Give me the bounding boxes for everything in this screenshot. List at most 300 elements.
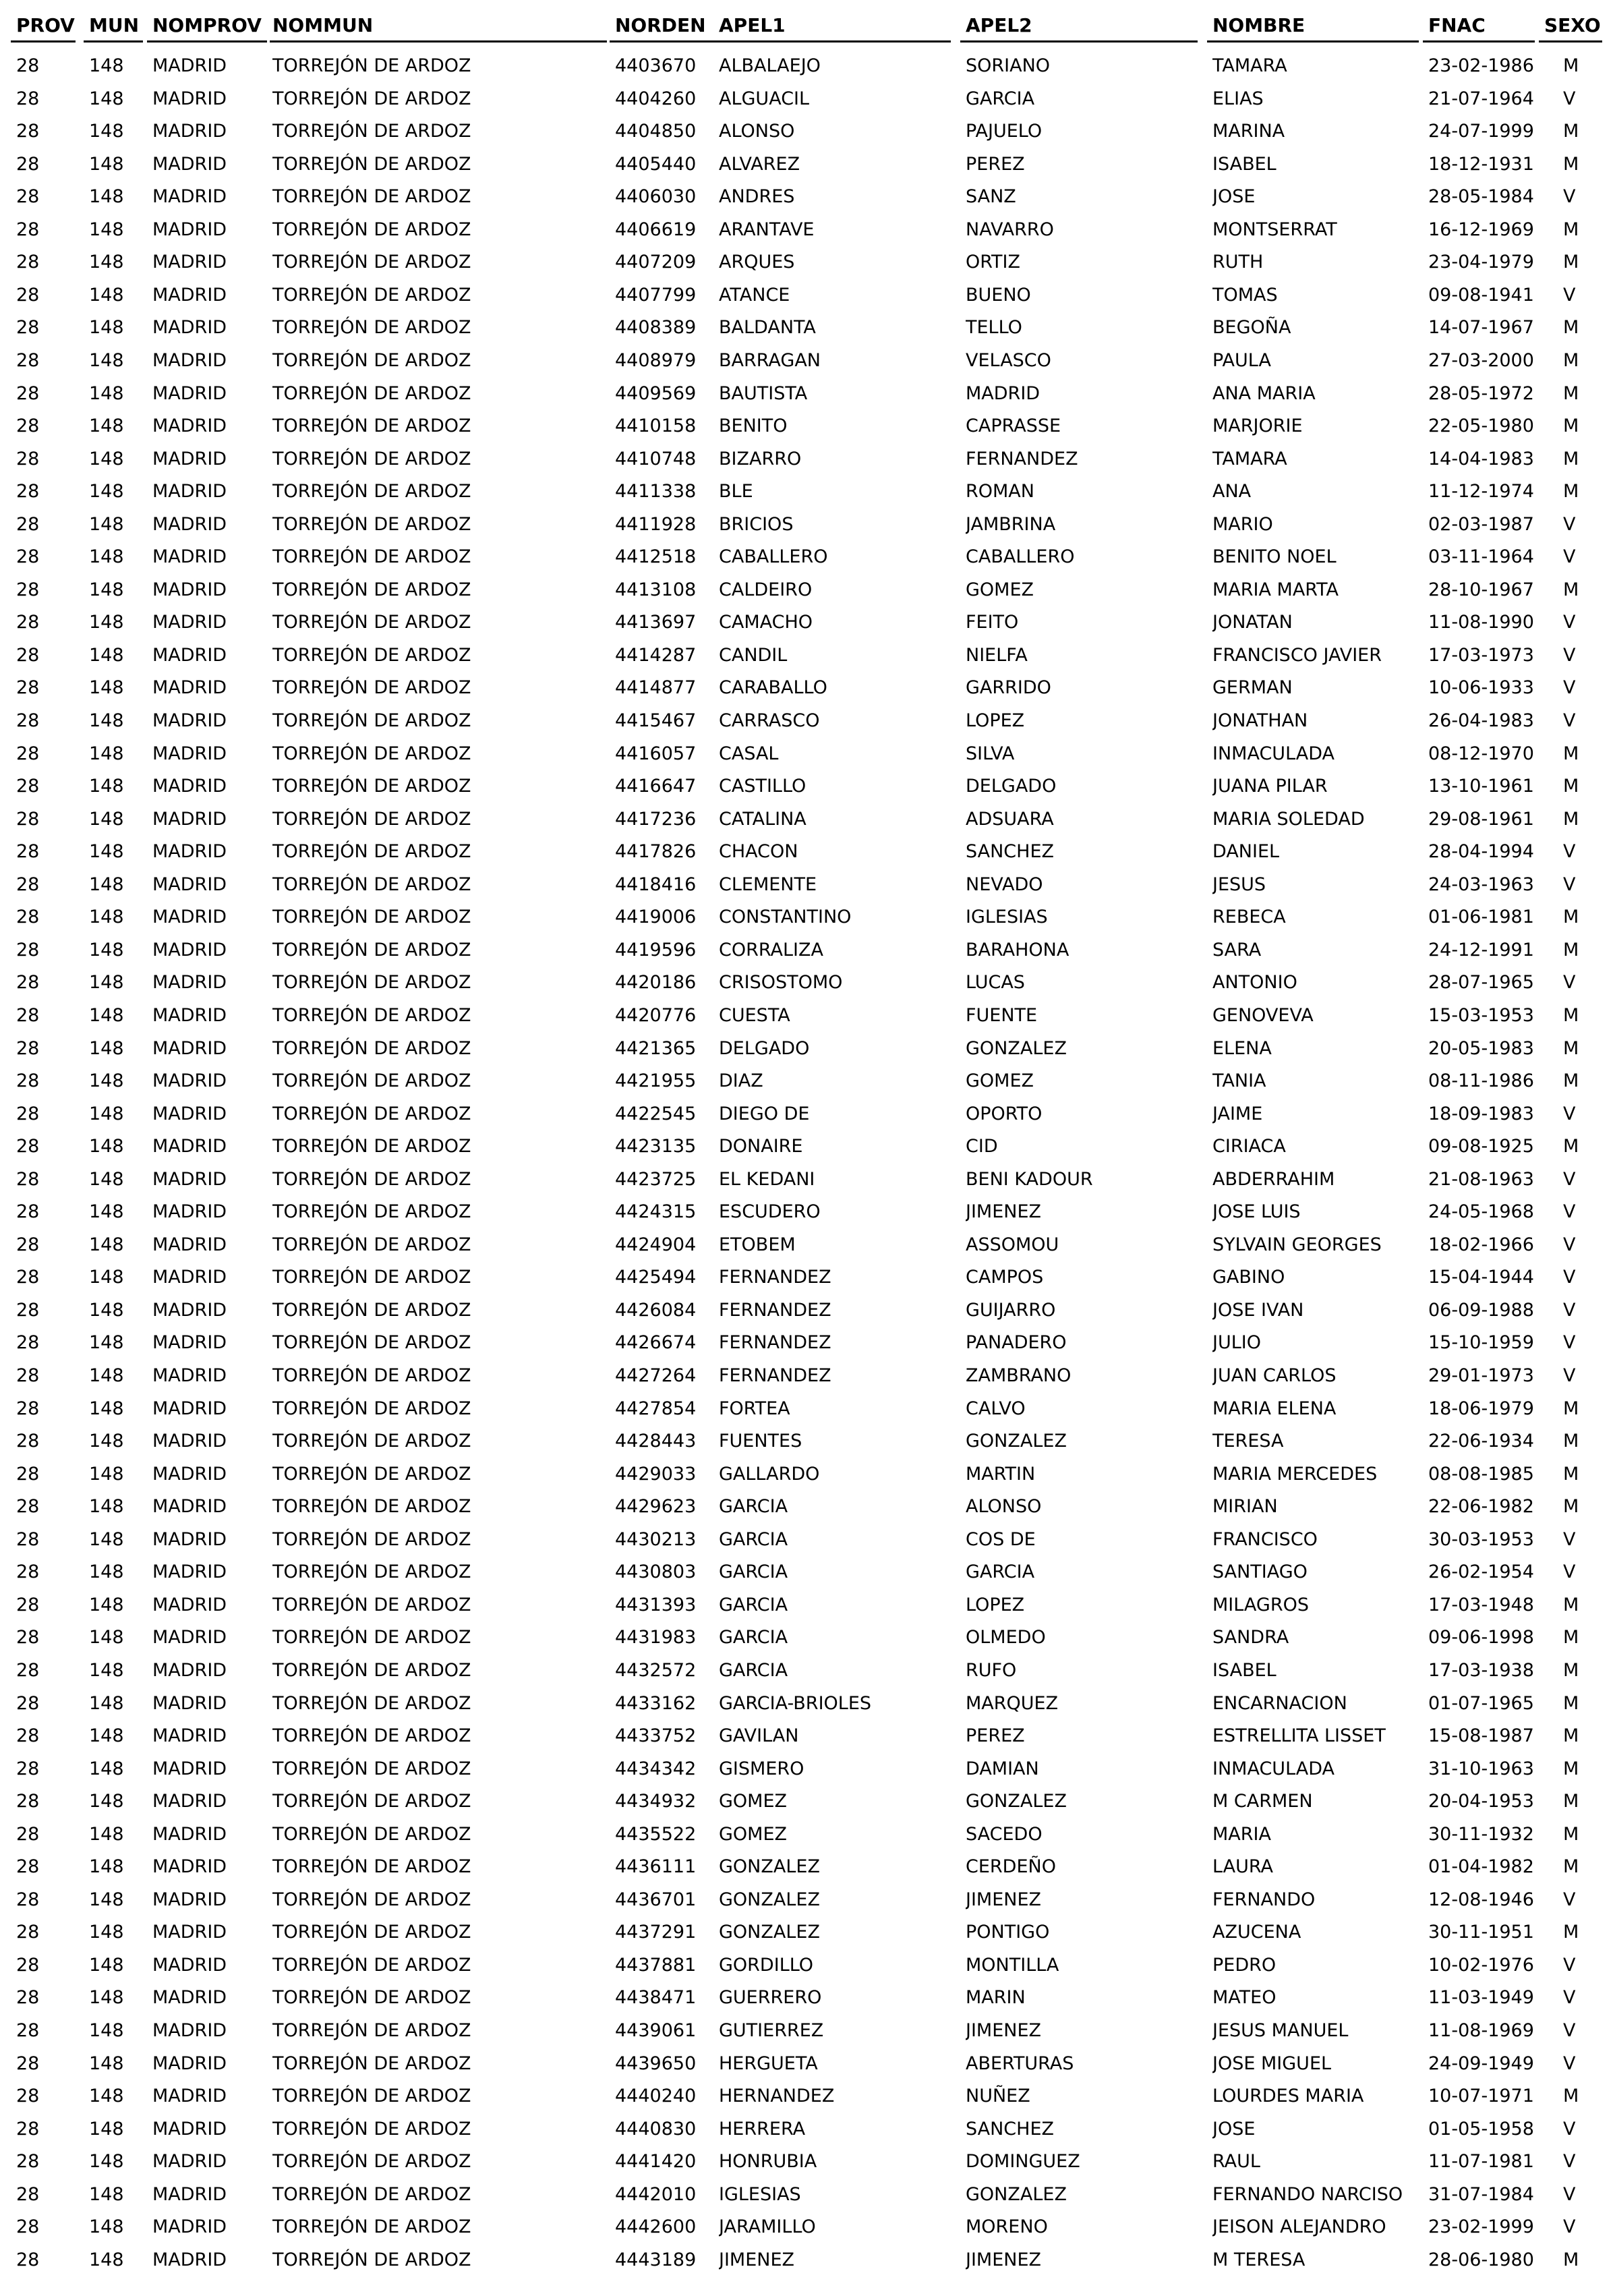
table-row: [0, 2015, 1613, 2048]
cell-fnac: 13-10-1961: [1428, 776, 1534, 797]
cell-apel1: ATANCE: [719, 284, 790, 306]
cell-mun: 148: [89, 612, 124, 633]
cell-nombre: JESUS: [1212, 873, 1266, 895]
cell-prov: 28: [16, 743, 40, 764]
cell-nomprov: MADRID: [152, 1267, 227, 1288]
cell-nomprov: MADRID: [152, 644, 227, 666]
cell-nombre: SANTIAGO: [1212, 1561, 1308, 1583]
table-row: [0, 509, 1613, 542]
cell-fnac: 10-02-1976: [1428, 1954, 1534, 1976]
cell-mun: 148: [89, 219, 124, 240]
cell-nommun: TORREJÓN DE ARDOZ: [272, 1987, 471, 2009]
cell-norden: 4421955: [615, 1070, 697, 1092]
cell-nomprov: MADRID: [152, 1791, 227, 1812]
cell-sexo: M: [1563, 1725, 1579, 1747]
table-row: [0, 83, 1613, 116]
cell-nommun: TORREJÓN DE ARDOZ: [272, 1823, 471, 1845]
cell-sexo: M: [1563, 1823, 1579, 1845]
cell-fnac: 10-07-1971: [1428, 2086, 1534, 2107]
cell-apel1: JARAMILLO: [719, 2216, 816, 2238]
cell-prov: 28: [16, 55, 40, 76]
cell-nombre: FRANCISCO: [1212, 1528, 1318, 1550]
cell-apel1: GARCIA: [719, 1627, 788, 1648]
cell-norden: 4425494: [615, 1267, 697, 1288]
cell-norden: 4434342: [615, 1758, 697, 1779]
cell-prov: 28: [16, 153, 40, 175]
cell-apel1: ARQUES: [719, 252, 795, 273]
table-row: [0, 1229, 1613, 1262]
cell-prov: 28: [16, 1823, 40, 1845]
cell-apel2: PONTIGO: [966, 1922, 1050, 1943]
cell-apel1: GOMEZ: [719, 1791, 788, 1812]
cell-sexo: M: [1563, 1070, 1579, 1092]
table-row: [0, 1851, 1613, 1884]
cell-nommun: TORREJÓN DE ARDOZ: [272, 1267, 471, 1288]
table-row: [0, 639, 1613, 672]
cell-apel1: ETOBEM: [719, 1234, 796, 1255]
cell-sexo: M: [1563, 579, 1579, 600]
cell-nomprov: MADRID: [152, 1365, 227, 1386]
cell-apel2: LUCAS: [966, 972, 1025, 994]
cell-mun: 148: [89, 1856, 124, 1878]
cell-norden: 4404850: [615, 121, 697, 142]
cell-nombre: BENITO NOEL: [1212, 546, 1337, 568]
cell-sexo: M: [1563, 1037, 1579, 1059]
cell-prov: 28: [16, 1725, 40, 1747]
cell-sexo: V: [1563, 88, 1576, 109]
cell-nommun: TORREJÓN DE ARDOZ: [272, 743, 471, 764]
cell-sexo: M: [1563, 481, 1579, 503]
cell-sexo: M: [1563, 743, 1579, 764]
cell-prov: 28: [16, 2216, 40, 2238]
cell-sexo: M: [1563, 153, 1579, 175]
cell-nommun: TORREJÓN DE ARDOZ: [272, 1431, 471, 1452]
cell-nommun: TORREJÓN DE ARDOZ: [272, 1299, 471, 1321]
cell-sexo: V: [1563, 284, 1576, 306]
cell-nommun: TORREJÓN DE ARDOZ: [272, 121, 471, 142]
cell-fnac: 01-07-1965: [1428, 1692, 1534, 1714]
cell-apel2: MARIN: [966, 1987, 1026, 2009]
cell-nommun: TORREJÓN DE ARDOZ: [272, 1627, 471, 1648]
cell-nommun: TORREJÓN DE ARDOZ: [272, 1136, 471, 1157]
table-row: [0, 901, 1613, 934]
header-underline-nombre: [1207, 40, 1419, 42]
cell-nombre: MARJORIE: [1212, 415, 1303, 437]
cell-norden: 4422545: [615, 1103, 697, 1124]
header-nombre: NOMBRE: [1212, 14, 1306, 36]
cell-prov: 28: [16, 546, 40, 568]
cell-apel2: JIMENEZ: [966, 2020, 1042, 2041]
cell-nombre: FERNANDO NARCISO: [1212, 2183, 1403, 2205]
cell-fnac: 22-06-1934: [1428, 1431, 1534, 1452]
table-row: [0, 1949, 1613, 1982]
cell-nomprov: MADRID: [152, 1168, 227, 1190]
cell-nomprov: MADRID: [152, 546, 227, 568]
cell-mun: 148: [89, 579, 124, 600]
cell-apel1: GUERRERO: [719, 1987, 822, 2009]
cell-apel2: GARRIDO: [966, 677, 1051, 699]
table-row: [0, 606, 1613, 639]
cell-apel1: ALGUACIL: [719, 88, 810, 109]
cell-nommun: TORREJÓN DE ARDOZ: [272, 1070, 471, 1092]
cell-mun: 148: [89, 1692, 124, 1714]
cell-fnac: 15-03-1953: [1428, 1004, 1534, 1026]
cell-nombre: SANDRA: [1212, 1627, 1289, 1648]
cell-nombre: PEDRO: [1212, 1954, 1277, 1976]
cell-fnac: 10-06-1933: [1428, 677, 1534, 699]
cell-norden: 4430803: [615, 1561, 697, 1583]
cell-apel1: HERRERA: [719, 2118, 806, 2140]
table-row: [0, 1294, 1613, 1327]
cell-nomprov: MADRID: [152, 1201, 227, 1223]
cell-norden: 4436111: [615, 1856, 697, 1878]
cell-sexo: V: [1563, 710, 1576, 731]
cell-nommun: TORREJÓN DE ARDOZ: [272, 1889, 471, 1910]
cell-mun: 148: [89, 1398, 124, 1419]
table-row: [0, 2244, 1613, 2277]
table-row: [0, 869, 1613, 902]
cell-mun: 148: [89, 1136, 124, 1157]
cell-apel1: ARANTAVE: [719, 219, 815, 240]
table-row: [0, 574, 1613, 607]
cell-norden: 4432572: [615, 1659, 697, 1681]
cell-prov: 28: [16, 776, 40, 797]
cell-nombre: MARIA: [1212, 1823, 1271, 1845]
cell-norden: 4430213: [615, 1528, 697, 1550]
header-norden: NORDEN: [615, 14, 706, 36]
cell-mun: 148: [89, 1267, 124, 1288]
cell-norden: 4436701: [615, 1889, 697, 1910]
cell-prov: 28: [16, 1791, 40, 1812]
cell-apel2: CAMPOS: [966, 1267, 1044, 1288]
cell-apel1: ALBALAEJO: [719, 55, 821, 76]
table-row: [0, 1130, 1613, 1164]
cell-mun: 148: [89, 448, 124, 469]
cell-nommun: TORREJÓN DE ARDOZ: [272, 677, 471, 699]
cell-fnac: 06-09-1988: [1428, 1299, 1534, 1321]
cell-nommun: TORREJÓN DE ARDOZ: [272, 907, 471, 928]
cell-mun: 148: [89, 2118, 124, 2140]
cell-norden: 4417236: [615, 808, 697, 830]
cell-norden: 4413697: [615, 612, 697, 633]
cell-nommun: TORREJÓN DE ARDOZ: [272, 1168, 471, 1190]
cell-nombre: JAIME: [1212, 1103, 1263, 1124]
cell-nomprov: MADRID: [152, 88, 227, 109]
table-row: [0, 181, 1613, 214]
cell-nommun: TORREJÓN DE ARDOZ: [272, 317, 471, 339]
cell-apel1: GONZALEZ: [719, 1889, 820, 1910]
cell-norden: 4414287: [615, 644, 697, 666]
cell-norden: 4415467: [615, 710, 697, 731]
cell-sexo: V: [1563, 1103, 1576, 1124]
cell-apel1: HONRUBIA: [719, 2151, 817, 2173]
table-row: [0, 1033, 1613, 1066]
cell-nomprov: MADRID: [152, 1856, 227, 1878]
cell-norden: 4409569: [615, 382, 697, 404]
cell-sexo: M: [1563, 1758, 1579, 1779]
cell-mun: 148: [89, 121, 124, 142]
cell-nommun: TORREJÓN DE ARDOZ: [272, 2249, 471, 2270]
header-underline-norden: [610, 40, 716, 42]
cell-sexo: V: [1563, 1954, 1576, 1976]
cell-mun: 148: [89, 939, 124, 960]
cell-nommun: TORREJÓN DE ARDOZ: [272, 1004, 471, 1026]
cell-prov: 28: [16, 1496, 40, 1518]
cell-mun: 148: [89, 1561, 124, 1583]
cell-nombre: TANIA: [1212, 1070, 1266, 1092]
cell-apel2: SANCHEZ: [966, 2118, 1055, 2140]
cell-nomprov: MADRID: [152, 2151, 227, 2173]
cell-nomprov: MADRID: [152, 382, 227, 404]
cell-apel2: CABALLERO: [966, 546, 1075, 568]
cell-sexo: M: [1563, 382, 1579, 404]
cell-sexo: V: [1563, 2151, 1576, 2173]
cell-nomprov: MADRID: [152, 1004, 227, 1026]
cell-apel1: CAMACHO: [719, 612, 813, 633]
cell-nombre: ELIAS: [1212, 88, 1264, 109]
cell-apel2: PEREZ: [966, 153, 1025, 175]
cell-nommun: TORREJÓN DE ARDOZ: [272, 1725, 471, 1747]
header-underline-mun: [84, 40, 143, 42]
cell-prov: 28: [16, 808, 40, 830]
cell-mun: 148: [89, 841, 124, 863]
cell-nommun: TORREJÓN DE ARDOZ: [272, 153, 471, 175]
cell-norden: 4440240: [615, 2086, 697, 2107]
cell-apel1: FERNANDEZ: [719, 1299, 831, 1321]
header-sexo: SEXO: [1544, 14, 1601, 36]
cell-fnac: 24-03-1963: [1428, 873, 1534, 895]
table-row: [0, 2113, 1613, 2146]
cell-norden: 4404260: [615, 88, 697, 109]
cell-apel1: CHACON: [719, 841, 798, 863]
cell-fnac: 29-01-1973: [1428, 1365, 1534, 1386]
cell-fnac: 18-02-1966: [1428, 1234, 1534, 1255]
cell-nommun: TORREJÓN DE ARDOZ: [272, 776, 471, 797]
cell-nommun: TORREJÓN DE ARDOZ: [272, 579, 471, 600]
cell-nommun: TORREJÓN DE ARDOZ: [272, 382, 471, 404]
cell-nombre: JOSE MIGUEL: [1212, 2053, 1332, 2074]
cell-apel2: CAPRASSE: [966, 415, 1061, 437]
cell-apel1: FERNANDEZ: [719, 1365, 831, 1386]
table-row: [0, 410, 1613, 443]
cell-nombre: M CARMEN: [1212, 1791, 1313, 1812]
cell-apel2: NAVARRO: [966, 219, 1054, 240]
cell-mun: 148: [89, 1627, 124, 1648]
cell-norden: 4416057: [615, 743, 697, 764]
cell-nommun: TORREJÓN DE ARDOZ: [272, 1528, 471, 1550]
cell-nommun: TORREJÓN DE ARDOZ: [272, 1659, 471, 1681]
cell-fnac: 02-03-1987: [1428, 513, 1534, 535]
cell-nombre: MIRIAN: [1212, 1496, 1278, 1518]
cell-fnac: 09-08-1925: [1428, 1136, 1534, 1157]
cell-apel1: ANDRES: [719, 186, 795, 208]
cell-prov: 28: [16, 677, 40, 699]
cell-apel1: CUESTA: [719, 1004, 790, 1026]
cell-nombre: ANA: [1212, 481, 1252, 503]
cell-sexo: M: [1563, 1627, 1579, 1648]
cell-nombre: JOSE: [1212, 2118, 1256, 2140]
cell-prov: 28: [16, 186, 40, 208]
cell-fnac: 08-08-1985: [1428, 1463, 1534, 1485]
cell-nombre: TAMARA: [1212, 448, 1287, 469]
cell-prov: 28: [16, 939, 40, 960]
cell-mun: 148: [89, 415, 124, 437]
cell-apel1: FORTEA: [719, 1398, 790, 1419]
cell-prov: 28: [16, 1398, 40, 1419]
table-row: [0, 148, 1613, 181]
cell-nomprov: MADRID: [152, 121, 227, 142]
cell-nomprov: MADRID: [152, 55, 227, 76]
cell-mun: 148: [89, 55, 124, 76]
cell-nombre: JESUS MANUEL: [1212, 2020, 1349, 2041]
cell-fnac: 28-06-1980: [1428, 2249, 1534, 2270]
cell-norden: 4423135: [615, 1136, 697, 1157]
cell-prov: 28: [16, 972, 40, 994]
cell-norden: 4408979: [615, 349, 697, 371]
cell-fnac: 22-06-1982: [1428, 1496, 1534, 1518]
cell-apel2: JIMENEZ: [966, 2249, 1042, 2270]
cell-mun: 148: [89, 1234, 124, 1255]
cell-apel1: CARABALLO: [719, 677, 827, 699]
cell-nombre: ELENA: [1212, 1037, 1272, 1059]
cell-nomprov: MADRID: [152, 1659, 227, 1681]
cell-fnac: 24-12-1991: [1428, 939, 1534, 960]
cell-norden: 4439650: [615, 2053, 697, 2074]
cell-sexo: M: [1563, 1856, 1579, 1878]
cell-mun: 148: [89, 513, 124, 535]
cell-apel1: CORRALIZA: [719, 939, 823, 960]
cell-nombre: SARA: [1212, 939, 1262, 960]
cell-norden: 4427264: [615, 1365, 697, 1386]
cell-mun: 148: [89, 1431, 124, 1452]
cell-prov: 28: [16, 1463, 40, 1485]
cell-apel2: JIMENEZ: [966, 1201, 1042, 1223]
cell-fnac: 26-02-1954: [1428, 1561, 1534, 1583]
cell-fnac: 17-03-1938: [1428, 1659, 1534, 1681]
cell-nombre: ESTRELLITA LISSET: [1212, 1725, 1386, 1747]
cell-mun: 148: [89, 1299, 124, 1321]
cell-fnac: 24-07-1999: [1428, 121, 1534, 142]
cell-fnac: 21-08-1963: [1428, 1168, 1534, 1190]
cell-nomprov: MADRID: [152, 1528, 227, 1550]
cell-mun: 148: [89, 1954, 124, 1976]
cell-nomprov: MADRID: [152, 2053, 227, 2074]
cell-nombre: TOMAS: [1212, 284, 1278, 306]
cell-fnac: 31-10-1963: [1428, 1758, 1534, 1779]
cell-nomprov: MADRID: [152, 841, 227, 863]
cell-apel2: GUIJARRO: [966, 1299, 1056, 1321]
cell-apel1: CLEMENTE: [719, 873, 817, 895]
cell-apel1: BALDANTA: [719, 317, 816, 339]
cell-nombre: FRANCISCO JAVIER: [1212, 644, 1382, 666]
cell-apel1: DIEGO DE: [719, 1103, 810, 1124]
cell-prov: 28: [16, 1234, 40, 1255]
cell-sexo: M: [1563, 1496, 1579, 1518]
cell-apel2: CID: [966, 1136, 998, 1157]
cell-nomprov: MADRID: [152, 1627, 227, 1648]
cell-prov: 28: [16, 121, 40, 142]
cell-prov: 28: [16, 579, 40, 600]
cell-sexo: M: [1563, 219, 1579, 240]
cell-nomprov: MADRID: [152, 284, 227, 306]
cell-mun: 148: [89, 186, 124, 208]
cell-nommun: TORREJÓN DE ARDOZ: [272, 612, 471, 633]
cell-prov: 28: [16, 2053, 40, 2074]
cell-apel1: CATALINA: [719, 808, 806, 830]
cell-apel2: ORTIZ: [966, 252, 1020, 273]
cell-fnac: 23-04-1979: [1428, 252, 1534, 273]
cell-nomprov: MADRID: [152, 1103, 227, 1124]
cell-sexo: V: [1563, 1889, 1576, 1910]
cell-nommun: TORREJÓN DE ARDOZ: [272, 1856, 471, 1878]
cell-prov: 28: [16, 1889, 40, 1910]
cell-mun: 148: [89, 1037, 124, 1059]
cell-norden: 4431393: [615, 1594, 697, 1615]
cell-apel1: CASTILLO: [719, 776, 806, 797]
cell-apel2: NUÑEZ: [966, 2086, 1030, 2107]
cell-apel2: GOMEZ: [966, 579, 1034, 600]
cell-nombre: ISABEL: [1212, 153, 1277, 175]
cell-nomprov: MADRID: [152, 612, 227, 633]
cell-norden: 4433752: [615, 1725, 697, 1747]
cell-apel1: GARCIA: [719, 1528, 788, 1550]
cell-fnac: 14-04-1983: [1428, 448, 1534, 469]
cell-mun: 148: [89, 644, 124, 666]
cell-nommun: TORREJÓN DE ARDOZ: [272, 546, 471, 568]
table-row: [0, 1393, 1613, 1426]
cell-fnac: 28-10-1967: [1428, 579, 1534, 600]
cell-prov: 28: [16, 481, 40, 503]
cell-apel1: ESCUDERO: [719, 1201, 821, 1223]
cell-apel1: FERNANDEZ: [719, 1332, 831, 1354]
cell-nombre: M TERESA: [1212, 2249, 1306, 2270]
cell-prov: 28: [16, 1103, 40, 1124]
cell-apel2: LOPEZ: [966, 710, 1025, 731]
cell-nomprov: MADRID: [152, 1136, 227, 1157]
cell-norden: 4419596: [615, 939, 697, 960]
cell-nomprov: MADRID: [152, 317, 227, 339]
cell-nombre: GABINO: [1212, 1267, 1285, 1288]
cell-sexo: V: [1563, 2216, 1576, 2238]
cell-fnac: 15-04-1944: [1428, 1267, 1534, 1288]
cell-sexo: V: [1563, 612, 1576, 633]
cell-sexo: M: [1563, 415, 1579, 437]
cell-apel1: HERNANDEZ: [719, 2086, 835, 2107]
cell-apel2: DAMIAN: [966, 1758, 1039, 1779]
cell-nomprov: MADRID: [152, 448, 227, 469]
cell-apel1: GONZALEZ: [719, 1922, 820, 1943]
cell-norden: 4429033: [615, 1463, 697, 1485]
table-row: [0, 50, 1613, 83]
cell-nommun: TORREJÓN DE ARDOZ: [272, 644, 471, 666]
cell-nommun: TORREJÓN DE ARDOZ: [272, 2151, 471, 2173]
cell-sexo: V: [1563, 2053, 1576, 2074]
table-row: [0, 1589, 1613, 1622]
cell-fnac: 15-10-1959: [1428, 1332, 1534, 1354]
cell-sexo: V: [1563, 1234, 1576, 1255]
cell-apel2: IGLESIAS: [966, 907, 1048, 928]
cell-sexo: M: [1563, 907, 1579, 928]
cell-fnac: 11-07-1981: [1428, 2151, 1534, 2173]
cell-apel1: CRISOSTOMO: [719, 972, 843, 994]
cell-mun: 148: [89, 1823, 124, 1845]
cell-nombre: JUAN CARLOS: [1212, 1365, 1337, 1386]
cell-prov: 28: [16, 1267, 40, 1288]
cell-nomprov: MADRID: [152, 1758, 227, 1779]
cell-apel2: PAJUELO: [966, 121, 1043, 142]
cell-nommun: TORREJÓN DE ARDOZ: [272, 1234, 471, 1255]
cell-apel2: ZAMBRANO: [966, 1365, 1072, 1386]
